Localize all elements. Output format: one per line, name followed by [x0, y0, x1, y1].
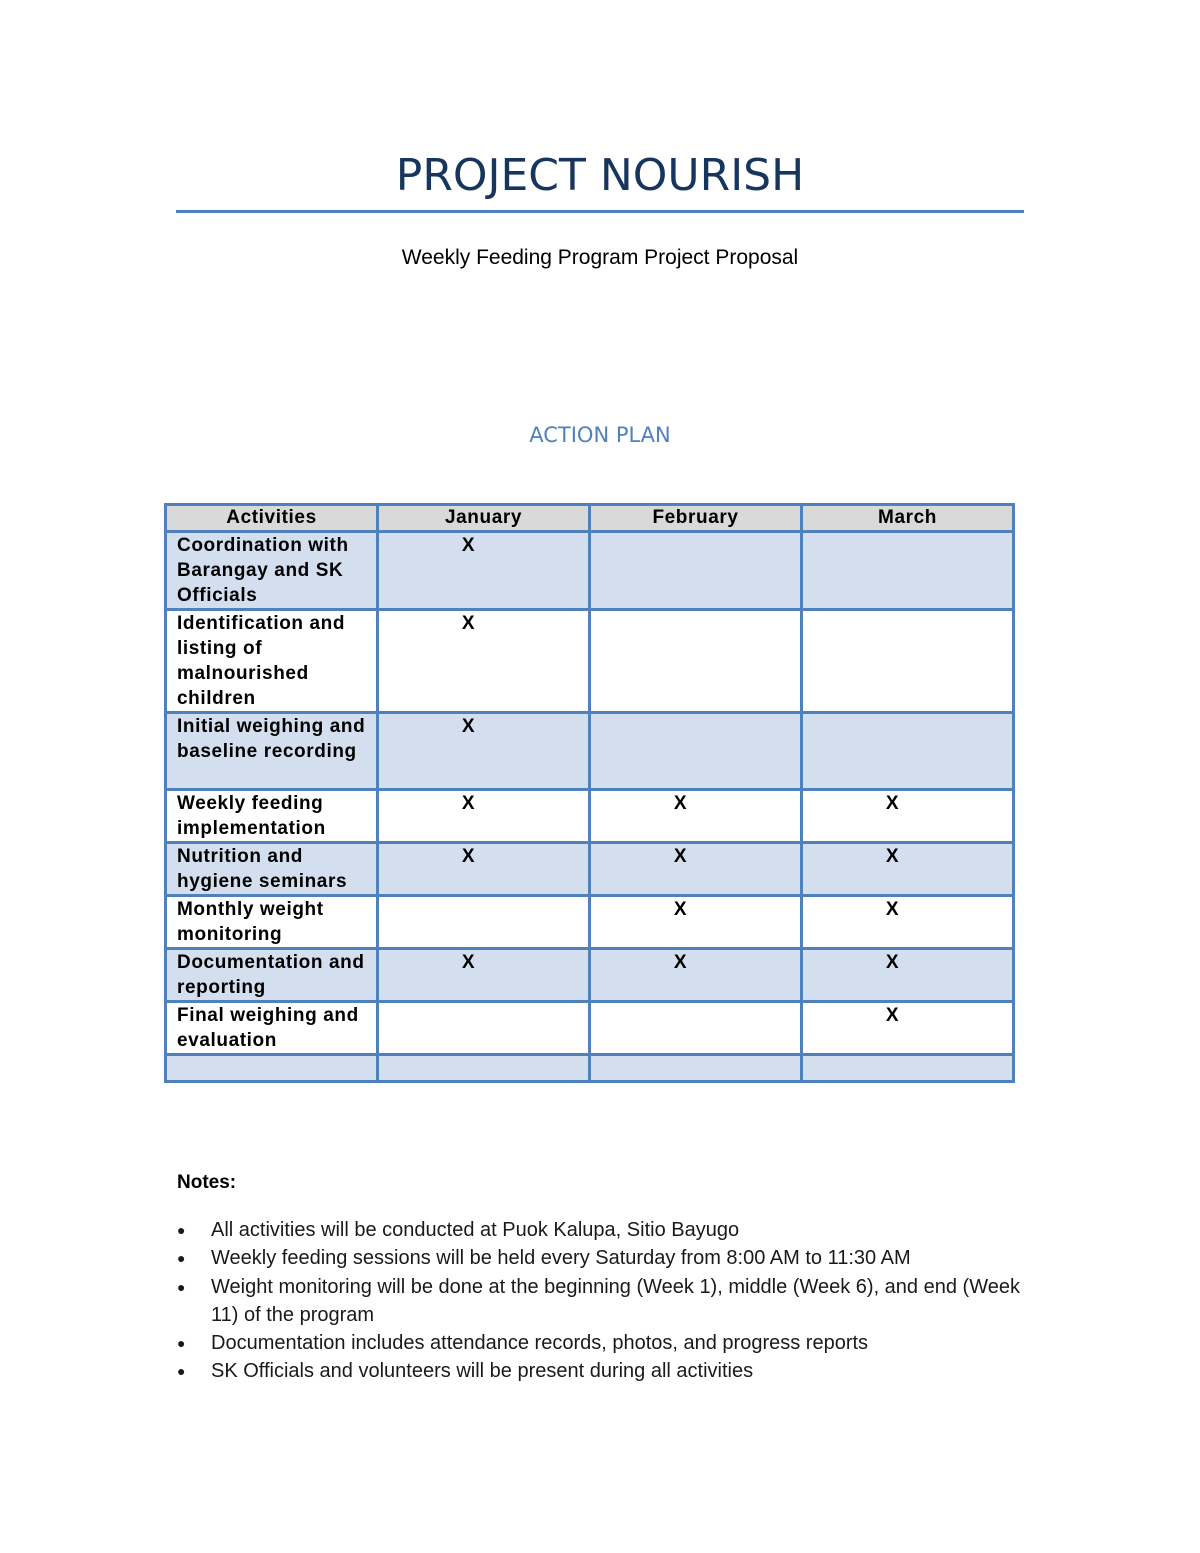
activity-cell: Monthly weight monitoring [166, 896, 378, 949]
note-text: All activities will be conducted at Puok Kalupa, Sitio Bayugo [211, 1219, 740, 1241]
february-cell: X [590, 843, 802, 896]
title-divider [176, 210, 1024, 213]
list-item [177, 1329, 1027, 1357]
table-row [166, 1002, 1014, 1055]
january-cell: X [378, 843, 590, 896]
table-row [166, 949, 1014, 1002]
february-cell [590, 713, 802, 790]
action-plan-table [164, 503, 1015, 1083]
january-cell [378, 1002, 590, 1055]
bullet-icon: ● [177, 1222, 186, 1238]
table-row [166, 790, 1014, 843]
january-cell: X [378, 713, 590, 790]
document-subtitle: Weekly Feeding Program Project Proposal [401, 246, 799, 269]
january-cell: X [378, 532, 590, 610]
notes-list [177, 1216, 1027, 1386]
table-row [166, 896, 1014, 949]
table-row [166, 713, 1014, 790]
february-cell: X [590, 790, 802, 843]
activity-cell: Initial weighing and baseline recording [166, 713, 378, 790]
list-item [177, 1216, 1027, 1244]
activity-cell [166, 1055, 378, 1082]
action-plan-heading: ACTION PLAN [529, 423, 671, 447]
bullet-icon: ● [177, 1363, 186, 1380]
march-cell [802, 713, 1014, 790]
february-cell [590, 610, 802, 713]
table-row [166, 610, 1014, 713]
activity-cell: Identification and listing of malnourished children [166, 610, 378, 713]
february-cell [590, 532, 802, 610]
header-february: February [590, 505, 802, 532]
january-cell [378, 896, 590, 949]
march-cell: X [802, 1002, 1014, 1055]
january-cell: X [378, 610, 590, 713]
table-header-row [166, 505, 1014, 532]
note-text: SK Officials and volunteers will be present during all activities [211, 1360, 754, 1383]
march-cell: X [802, 790, 1014, 843]
activity-cell: Weekly feeding implementation [166, 790, 378, 843]
january-cell: X [378, 790, 590, 843]
list-item [177, 1244, 1027, 1272]
table-row [166, 532, 1014, 610]
bullet-icon: ● [177, 1335, 186, 1352]
header-march: March [802, 505, 1014, 532]
february-cell [590, 1055, 802, 1082]
january-cell: X [378, 949, 590, 1002]
february-cell [590, 1002, 802, 1055]
table-row [166, 843, 1014, 896]
header-activities: Activities [166, 505, 378, 532]
list-item [177, 1273, 1027, 1330]
january-cell [378, 1055, 590, 1082]
list-item [177, 1357, 1027, 1385]
table-row-empty [166, 1055, 1014, 1082]
march-cell: X [802, 896, 1014, 949]
march-cell [802, 1055, 1014, 1082]
march-cell [802, 610, 1014, 713]
activity-cell: Nutrition and hygiene seminars [166, 843, 378, 896]
march-cell: X [802, 843, 1014, 896]
bullet-icon: ● [177, 1250, 186, 1267]
notes-label: Notes: [177, 1172, 237, 1193]
march-cell: X [802, 949, 1014, 1002]
activity-cell: Coordination with Barangay and SK Officials [166, 532, 378, 610]
february-cell: X [590, 949, 802, 1002]
march-cell [802, 532, 1014, 610]
activity-cell: Documentation and reporting [166, 949, 378, 1002]
note-text: Weekly feeding sessions will be held every Saturday from 8:00 AM to 11:30 AM [211, 1247, 911, 1270]
bullet-icon: ● [177, 1278, 186, 1295]
note-text: Weight monitoring will be done at the beginning (Week 1), middle (Week 6), and end (Week 11) of the program [211, 1275, 1020, 1326]
header-january: January [378, 505, 590, 532]
february-cell: X [590, 896, 802, 949]
activity-cell: Final weighing and evaluation [166, 1002, 378, 1055]
document-title: PROJECT NOURISH [395, 150, 805, 201]
note-text: Documentation includes attendance records, photos, and progress reports [211, 1332, 869, 1355]
